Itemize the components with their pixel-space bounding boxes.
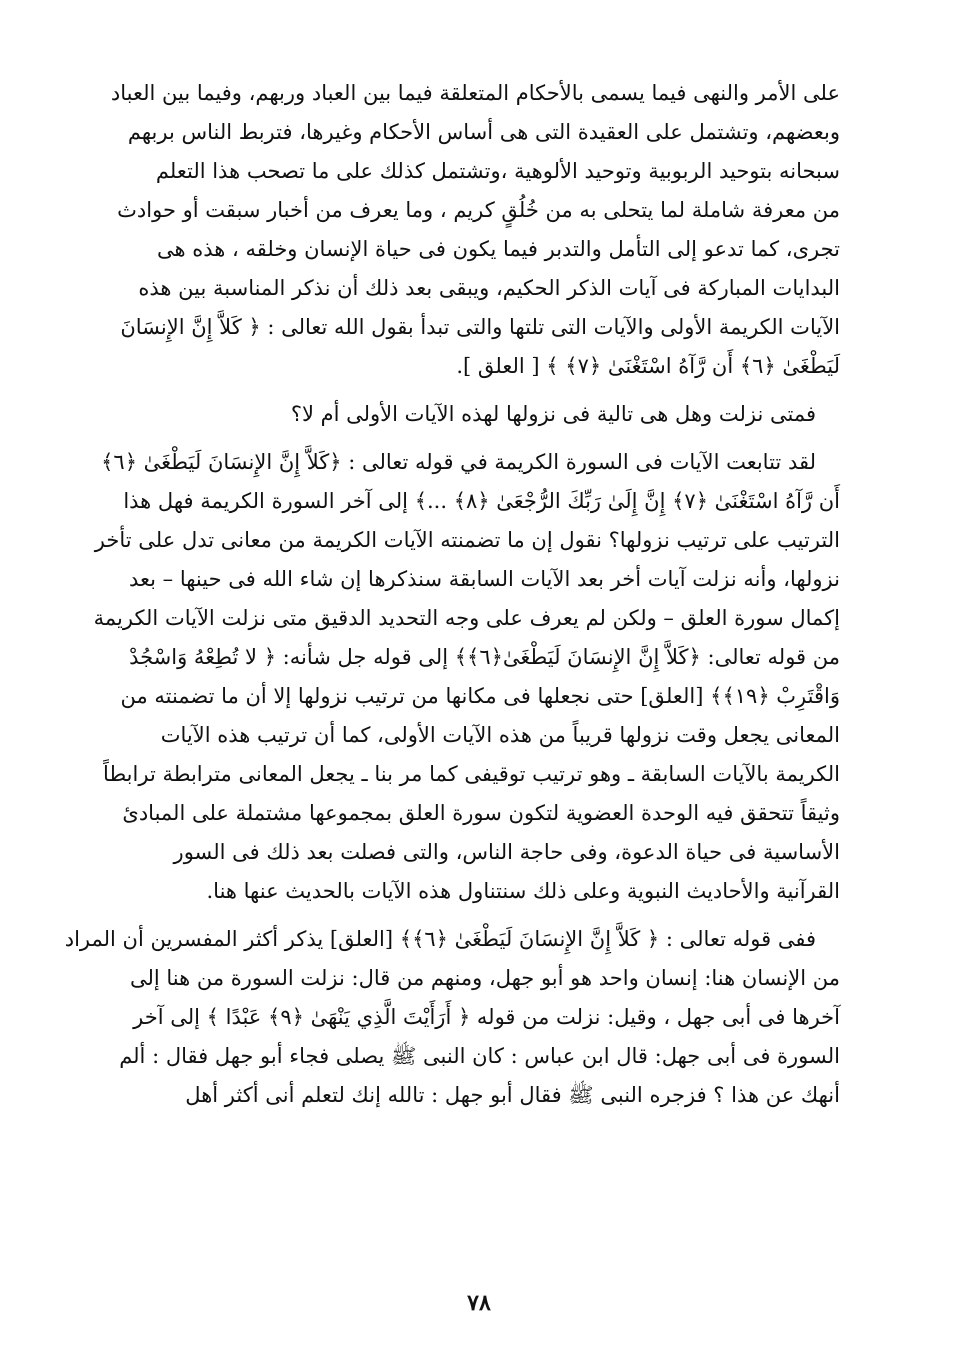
text-line: وَاقْتَرِبْ ﴿١٩﴾﴾ [العلق] حتى نجعلها فى مكانها من ترتيب نزولها إلا أن ما تضمنته من: [120, 684, 840, 708]
paragraph: [64, 920, 840, 1115]
text-line: أَن رَّآهُ اسْتَغْنَىٰ ﴿٧﴾ إِنَّ إِلَىٰ رَبِّكَ الرُّجْعَىٰ ﴿٨﴾ ...﴾ إلى آخر السورة الكريمة فهل هذا: [123, 489, 840, 513]
text-line: السورة فى أبى جهل: قال ابن عباس : كان النبى ﷺ يصلى فجاء أبو جهل فقال : ألم: [119, 1044, 840, 1068]
text-line: لَيَطْغَىٰ ﴿٦﴾ أَن رَّآهُ اسْتَغْنَىٰ ﴿٧﴾ ﴾ [ العلق ].: [456, 354, 840, 378]
text-line: على الأمر والنهى فيما يسمى بالأحكام المتعلقة فيما بين العباد وربهم، وفيما بين العباد: [110, 81, 840, 105]
text-line: الترتيب على ترتيب نزولها؟ نقول إن ما تضمنته الآيات الكريمة من معانى تدل على تأخر: [94, 528, 840, 552]
text-line: إكمال سورة العلق – ولكن لم يعرف على وجه التحديد الدقيق متى نزلت الآيات الكريمة: [93, 606, 840, 630]
text-line: الكريمة بالآيات السابقة ـ وهو ترتيب توقيفى كما مر بنا ـ يجعل المعانى مترابطة ترابطاً: [103, 762, 840, 786]
text-line: الأساسية فى حياة الدعوة، وفى حاجة الناس، والتى فصلت بعد ذلك فى السور: [173, 840, 840, 864]
text-line: آخرها فى أبى جهل ، وقيل: نزلت من قوله ﴿ أَرَأَيْتَ الَّذِي يَنْهَىٰ ﴿٩﴾ عَبْدًا ﴾ إلى آخر: [133, 1005, 840, 1029]
text-line: الآيات الكريمة الأولى والآيات التى تلتها والتى تبدأ بقول الله تعالى : ﴿ كَلاَّ إِنَّ الإِنسَانَ: [120, 315, 840, 339]
text-line: وثيقاً تتحقق فيه الوحدة العضوية لتكون سورة العلق بمجموعها مشتملة على المبادئ: [122, 801, 840, 825]
text-line: المعانى يجعل وقت نزولها قريباً من هذه الآيات الأولى، كما أن ترتيب هذه الآيات: [160, 723, 840, 747]
page-number: ٧٨: [467, 1290, 491, 1316]
text-body: [64, 74, 840, 1115]
text-line: تجرى، كما تدعو إلى التأمل والتدبر فيما يكون فى حياة الإنسان وخلقه ، هذه هى: [157, 237, 840, 261]
text-line: من معرفة شاملة لما يتحلى به من خُلُقٍ كريم ، وما يعرف من أخبار سبقت أو حوادث: [117, 198, 840, 222]
paragraph: [110, 74, 840, 386]
text-line: ففى قوله تعالى : ﴿ كَلاَّ إِنَّ الإِنسَانَ لَيَطْغَىٰ ﴿٦﴾﴾ [العلق] يذكر أكثر المفسرين أن المراد: [64, 927, 816, 951]
text-line: سبحانه بتوحيد الربوبية وتوحيد الألوهية ،وتشتمل كذلك على ما تصحب هذا التعلم: [155, 159, 840, 183]
text-line: من الإنسان هنا: إنسان واحد هو أبو جهل، ومنهم من قال: نزلت السورة من هنا إلى: [129, 966, 840, 990]
text-line: من قوله تعالى: ﴿كَلاَّ إِنَّ الإِنسَانَ لَيَطْغَىٰ﴿٦﴾﴾ إلى قوله جل شأنه: ﴿ لا تُطِعْهُ وَاسْجُدْ: [129, 645, 840, 669]
text-line: فمتى نزلت وهل هى تالية فى نزولها لهذه الآيات الأولى أم لا؟: [290, 402, 816, 426]
text-line: القرآنية والأحاديث النبوية وعلى ذلك سنتناول هذه الآيات بالحديث عنها هنا.: [206, 879, 840, 903]
text-line: لقد تتابعت الآيات فى السورة الكريمة في قوله تعالى : ﴿كَلاَّ إِنَّ الإِنسَانَ لَيَطْغَىٰ ﴿٦﴾: [101, 450, 816, 474]
text-line: وبعضهم، وتشتمل على العقيدة التى هى أساس الأحكام وغيرها، فتربط الناس بربهم: [127, 120, 840, 144]
paragraph: [93, 443, 840, 911]
text-line: نزولها، وأنه نزلت آيات أخر بعد الآيات السابقة سنذكرها إن شاء الله فى حينها – بعد: [128, 567, 840, 591]
text-line: البدايات المباركة فى آيات الذكر الحكيم، ويبقى بعد ذلك أن نذكر المناسبة بين هذه: [138, 276, 840, 300]
paragraph: [128, 395, 840, 434]
text-line: أنهك عن هذا ؟ فزجره النبى ﷺ فقال أبو جهل : تالله إنك لتعلم أنى أكثر أهل: [185, 1083, 840, 1107]
